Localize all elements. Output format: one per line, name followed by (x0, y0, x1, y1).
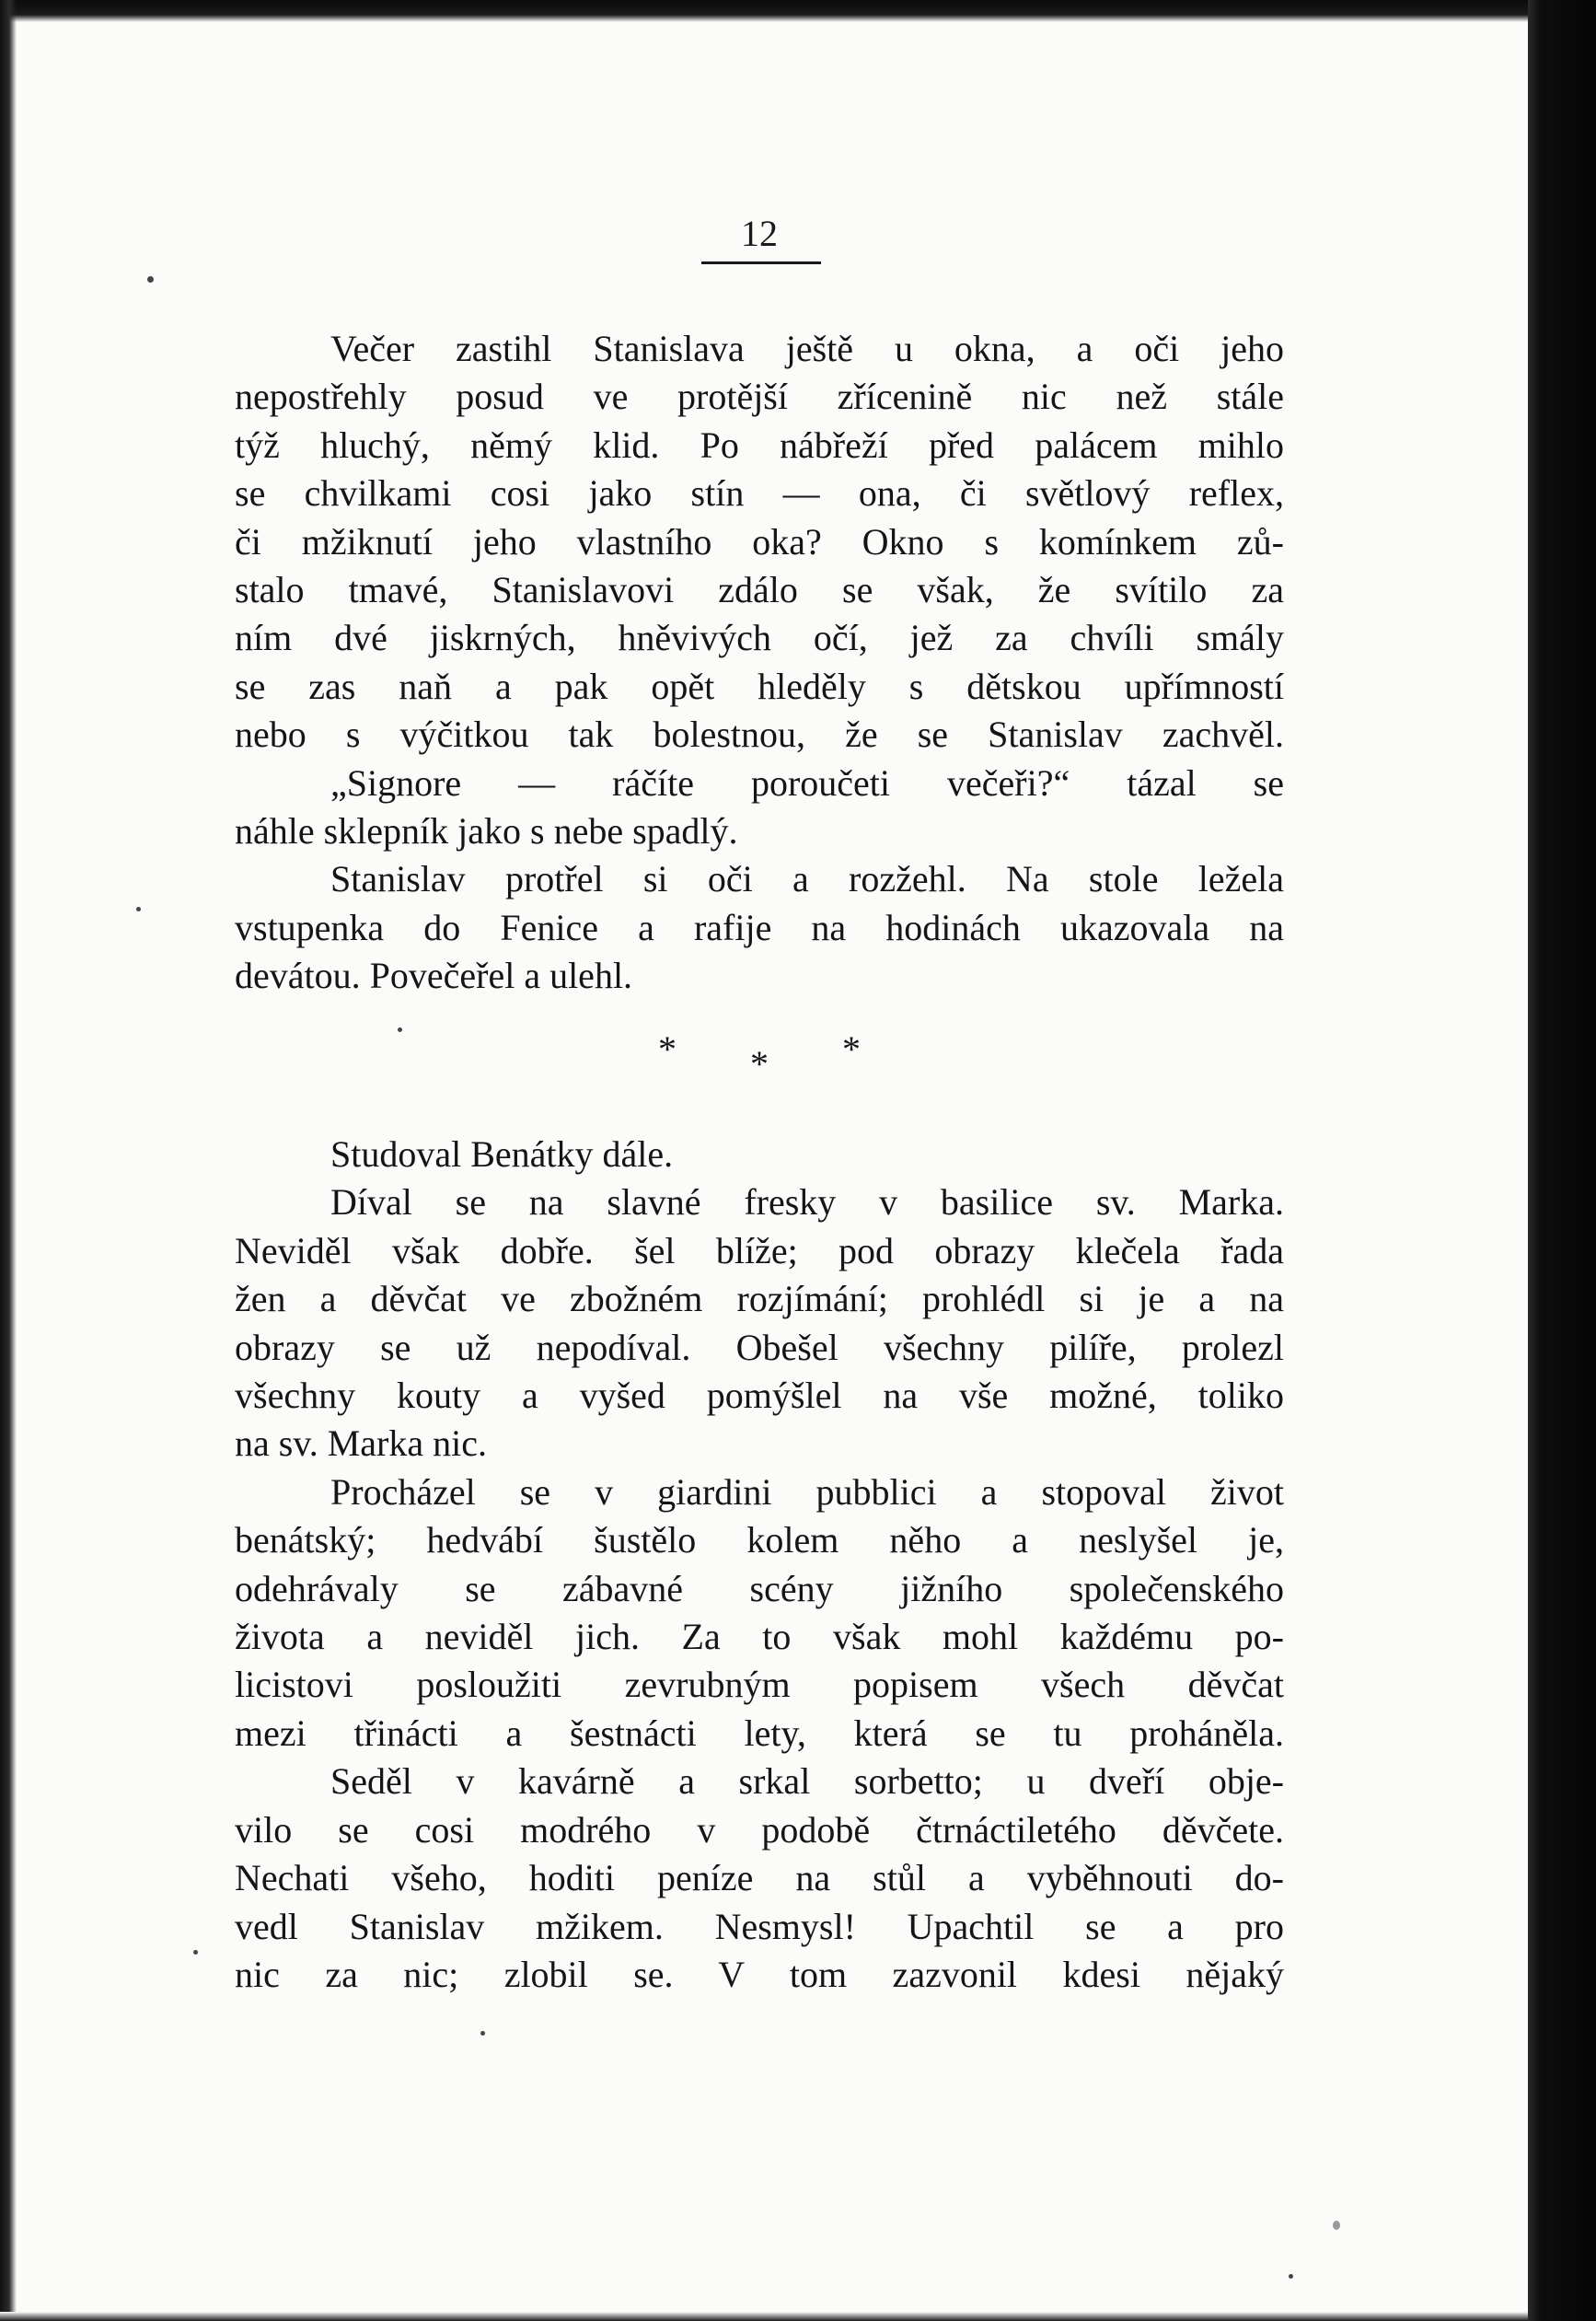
page-bottom-shadow (0, 2312, 1528, 2321)
text-line: nic za nic; zlobil se. V tom zazvonil kdesi nějaký (235, 1953, 1284, 1995)
asterisk: * (842, 1028, 861, 1070)
text-line: Nechati všeho, hoditi peníze na stůl a vyběhnouti do- (235, 1857, 1284, 1899)
paragraph (235, 1468, 1284, 1758)
paragraph (235, 760, 1284, 856)
text-line: obrazy se už nepodíval. Obešel všechny pilíře, prolezl (235, 1326, 1284, 1368)
text-line: Studoval Benátky dále. (330, 1133, 674, 1175)
section-break-asterism (644, 1027, 884, 1092)
text-line: žen a děvčat ve zbožném rozjímání; prohlédl si je a na (235, 1278, 1284, 1320)
text-line: Díval se na slavné fresky v basilice sv. Marka. (330, 1181, 1284, 1224)
text-line: či mžiknutí jeho vlastního oka? Okno s komínkem zů- (235, 520, 1284, 563)
page-number-rule (701, 261, 821, 264)
book-spine-shadow (1528, 0, 1596, 2321)
text-line: vilo se cosi modrého v podobě čtrnáctiletého děvčete. (235, 1808, 1284, 1851)
paper-speck (147, 276, 154, 283)
paper-speck (136, 907, 141, 911)
text-line: nepostřehly posud ve protější zřícenině nic než stále (235, 376, 1284, 418)
text-line: na sv. Marka nic. (235, 1422, 487, 1465)
text-line: života a neviděl jich. Za to však mohl každému po- (235, 1616, 1284, 1658)
text-line: licistovi posloužiti zevrubným popisem všech děvčat (235, 1664, 1284, 1706)
asterisk: * (750, 1043, 769, 1085)
text-line: Večer zastihl Stanislava ještě u okna, a oči jeho (330, 328, 1284, 369)
paragraph (235, 1131, 1284, 1178)
text-line: týž hluchý, němý klid. Po nábřeží před palácem mihlo (235, 424, 1284, 466)
text-line: nebo s výčitkou tak bolestnou, že se Stanislav zachvěl. (235, 714, 1284, 756)
text-block-lower (235, 1131, 1284, 1999)
paper-speck (1289, 2274, 1293, 2279)
text-line: Stanislav protřel si oči a rozžehl. Na stole ležela (330, 858, 1284, 900)
paragraph (235, 855, 1284, 1000)
text-line: odehrávaly se zábavné scény jižního společenského (235, 1567, 1284, 1609)
text-line: devátou. Povečeřel a ulehl. (235, 955, 633, 997)
page-left-shadow (0, 0, 17, 2321)
page-top-shadow (0, 0, 1528, 22)
text-line: vstupenka do Fenice a rafije na hodinách ukazovala na (235, 906, 1284, 948)
text-block-upper (235, 325, 1284, 1001)
paragraph (235, 1758, 1284, 1999)
page-number: 12 (741, 213, 778, 254)
text-line: Neviděl však dobře. šel blíže; pod obrazy klečela řada (235, 1229, 1284, 1271)
text-line: náhle sklepník jako s nebe spadlý. (235, 810, 738, 853)
paper-speck (1333, 2221, 1340, 2230)
text-line: vedl Stanislav mžikem. Nesmysl! Upachtil se a pro (235, 1905, 1284, 1947)
asterisk: * (658, 1028, 677, 1070)
text-line: benátský; hedvábí šustělo kolem něho a neslyšel je, (235, 1519, 1284, 1561)
paragraph (235, 1178, 1284, 1468)
text-line: „Signore — ráčíte poroučeti večeři?“ tázal se (330, 761, 1284, 804)
text-line: se chvilkami cosi jako stín — ona, či světlový reflex, (235, 472, 1284, 515)
paper-speck (480, 2031, 485, 2036)
text-line: ním dvé jiskrných, hněvivých očí, jež za chvíli smály (235, 617, 1284, 659)
paragraph (235, 325, 1284, 760)
paper-speck (398, 1027, 402, 1032)
text-line: Procházel se v giardini pubblici a stopoval život (330, 1470, 1284, 1513)
text-line: všechny kouty a vyšed pomýšlel na vše možné, toliko (235, 1375, 1284, 1417)
text-line: mezi třinácti a šestnácti lety, která se tu proháněla. (235, 1712, 1284, 1754)
text-line: stalo tmavé, Stanislavovi zdálo se však, že svítilo za (235, 569, 1284, 611)
text-line: se zas naň a pak opět hleděly s dětskou upřímností (235, 665, 1284, 707)
paper-speck (193, 1950, 198, 1955)
text-line: Seděl v kavárně a srkal sorbetto; u dveří obje- (330, 1760, 1284, 1803)
